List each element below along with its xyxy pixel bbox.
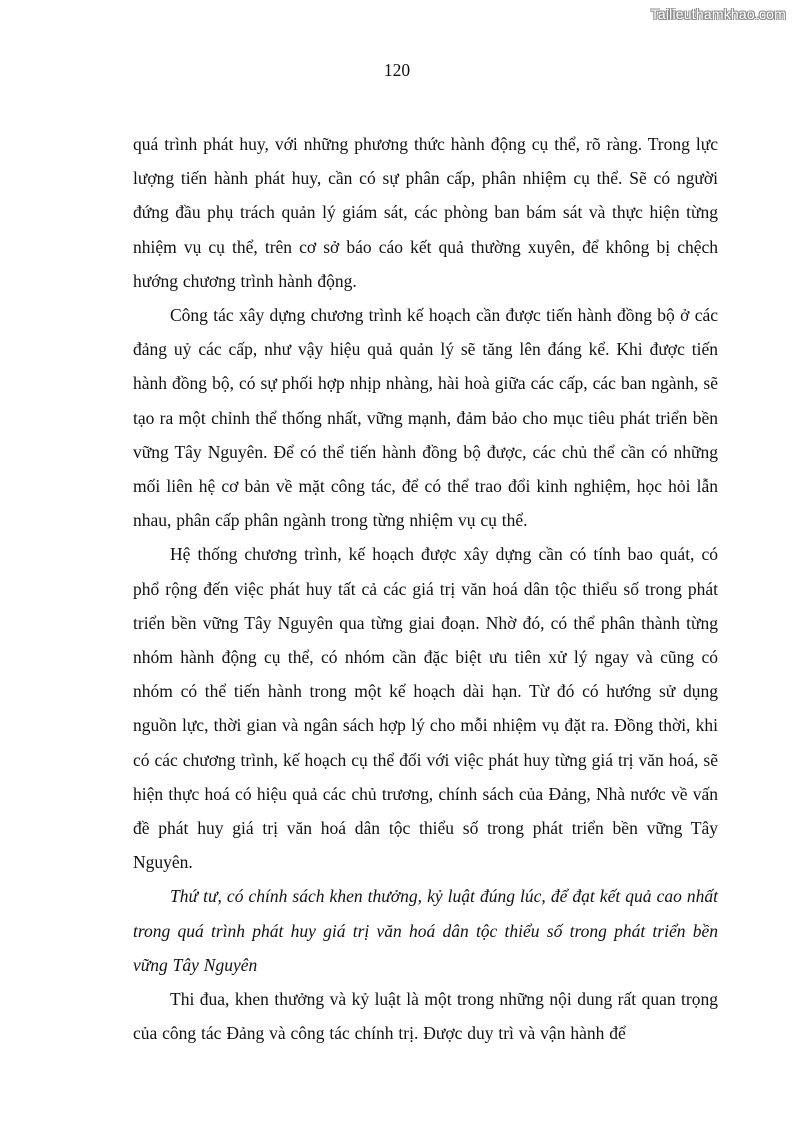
section-heading-italic: Thứ tư, có chính sách khen thưởng, kỷ luật đúng lúc, để đạt kết quả cao nhất trong quá trình phát huy giá trị văn hoá dân tộc thiểu số trong phát triển bền vững Tây Nguyên [133,886,718,975]
page-number: 120 [383,60,411,80]
paragraph-4: Thi đua, khen thưởng và kỷ luật là một trong những nội dung rất quan trọng của công tác Đảng và công tác chính trị. Được duy trì và vận hành để [133,989,718,1044]
paragraph-2: Công tác xây dựng chương trình kế hoạch cần được tiến hành đồng bộ ở các đảng uỷ các cấp, như vậy hiệu quả quản lý sẽ tăng lên đáng kể. Khi được tiến hành đồng bộ, có sự phối hợp nhịp nhàng, hài hoà giữa các cấp, các ban ngành, sẽ tạo ra một chỉnh thể thống nhất, vững mạnh, đảm bảo cho mục tiêu phát triển bền vững Tây Nguyên. Để có thể tiến hành đồng bộ được, các chủ thể cần có những mối liên hệ cơ bản về mặt công tác, để có thể trao đổi kinh nghiệm, học hỏi lẫn nhau, phân cấp phân ngành trong từng nhiệm vụ cụ thể. [133,305,718,531]
watermark: Tailieuthamkhao.com [650,6,786,22]
paragraph-1: quá trình phát huy, với những phương thức hành động cụ thể, rõ ràng. Trong lực lượng tiến hành phát huy, cần có sự phân cấp, phân nhiệm cụ thể. Sẽ có người đứng đầu phụ trách quản lý giám sát, các phòng ban bám sát và thực hiện từng nhiệm vụ cụ thể, trên cơ sở báo cáo kết quả thường xuyên, để không bị chệch hướng chương trình hành động. [133,134,718,291]
paragraph-3: Hệ thống chương trình, kế hoạch được xây dựng cần có tính bao quát, có phổ rộng đến việc phát huy tất cả các giá trị văn hoá dân tộc thiểu số trong phát triển bền vững Tây Nguyên qua từng giai đoạn. Nhờ đó, có thể phân thành từng nhóm hành động cụ thể, có nhóm cần đặc biệt ưu tiên xử lý ngay và cũng có nhóm có thể tiến hành trong một kế hoạch dài hạn. Từ đó có hướng sử dụng nguồn lực, thời gian và ngân sách hợp lý cho mỗi nhiệm vụ đặt ra. Đồng thời, khi có các chương trình, kế hoạch cụ thể đối với việc phát huy từng giá trị văn hoá, sẽ hiện thực hoá có hiệu quả các chủ trương, chính sách của Đảng, Nhà nước về vấn đề phát huy giá trị văn hoá dân tộc thiểu số trong phát triển bền vững Tây Nguyên. [133,544,718,873]
page-body [133,127,718,1050]
